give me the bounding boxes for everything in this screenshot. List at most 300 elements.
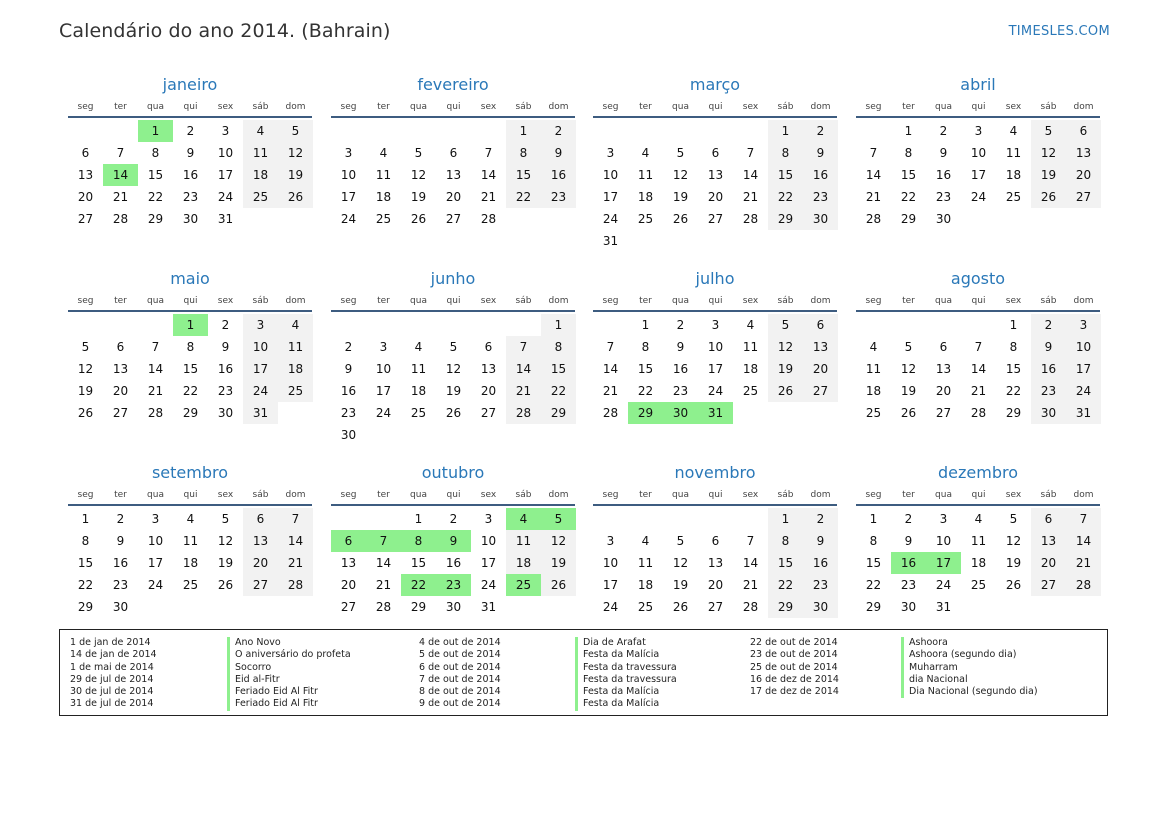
legend-holiday-name: Festa da Malícia (575, 698, 677, 710)
day-cell: 21 (1066, 552, 1101, 574)
weekday-label: ter (902, 296, 915, 306)
day-cell: 25 (970, 578, 987, 592)
weekday-label: qua (410, 102, 427, 112)
day-cell: 4 (746, 318, 755, 332)
weekday-label: sáb (777, 490, 794, 500)
weekday-header (856, 486, 1100, 506)
month-abril (856, 72, 1100, 230)
weekday-label: sáb (515, 296, 532, 306)
day-cell: 29 (147, 212, 164, 226)
empty-cell (698, 508, 733, 530)
day-cell: 10 (602, 556, 619, 570)
day-cell: 9 (186, 146, 195, 160)
page-title: Calendário do ano 2014. (Bahrain) (59, 20, 391, 42)
weekday-label: qua (147, 102, 164, 112)
day-cell: 20 (1031, 552, 1066, 574)
day-cell: 16 (217, 362, 234, 376)
day-cell: 14 (742, 168, 759, 182)
empty-cell (891, 314, 926, 336)
day-cell: 19 (445, 384, 462, 398)
day-cell: 20 (935, 384, 952, 398)
day-cell: 15 (77, 556, 94, 570)
month-name: maio (170, 269, 210, 288)
day-cell: 4 (414, 340, 423, 354)
weekday-label: sáb (252, 490, 269, 500)
day-cell: 22 (77, 578, 94, 592)
day-cell: 21 (602, 384, 619, 398)
day-cell: 16 (112, 556, 129, 570)
month-name: dezembro (938, 463, 1018, 482)
month-name: novembro (674, 463, 756, 482)
day-cell: 9 (676, 340, 685, 354)
day-cell: 29 (541, 402, 576, 424)
weekday-label: qui (446, 296, 461, 306)
day-cell: 27 (243, 574, 278, 596)
holiday-day-cell: 22 (401, 574, 436, 596)
day-cell: 9 (904, 534, 913, 548)
day-cell: 13 (340, 556, 357, 570)
day-cell: 18 (182, 556, 199, 570)
day-cell: 9 (1031, 336, 1066, 358)
day-cell: 12 (445, 362, 462, 376)
day-cell: 6 (116, 340, 125, 354)
day-cell: 7 (606, 340, 615, 354)
month-name: fevereiro (417, 75, 489, 94)
weekday-label: ter (114, 102, 127, 112)
day-cell: 10 (1066, 336, 1101, 358)
day-cell: 28 (375, 600, 392, 614)
weekday-label: seg (602, 490, 619, 500)
day-cell: 20 (77, 190, 94, 204)
day-cell: 14 (1066, 530, 1101, 552)
weekday-label: ter (639, 102, 652, 112)
day-cell: 18 (970, 556, 987, 570)
day-cell: 26 (768, 380, 803, 402)
day-cell: 19 (768, 358, 803, 380)
empty-cell (331, 508, 366, 530)
legend-holiday-name: dia Nacional (901, 674, 1038, 686)
legend-col1-dates (70, 637, 157, 711)
day-cell: 11 (637, 556, 654, 570)
day-cell: 24 (602, 212, 619, 226)
day-cell: 1 (414, 512, 423, 526)
empty-cell (593, 508, 628, 530)
day-cell: 25 (243, 186, 278, 208)
empty-cell (628, 120, 663, 142)
weekday-label: seg (340, 490, 357, 500)
holiday-day-cell: 23 (436, 574, 471, 596)
day-cell: 22 (541, 380, 576, 402)
weekday-label: sex (480, 296, 497, 306)
day-cell: 7 (151, 340, 160, 354)
day-cell: 9 (344, 362, 353, 376)
holiday-day-cell: 30 (663, 402, 698, 424)
day-cell: 12 (900, 362, 917, 376)
weekday-label: qui (971, 296, 986, 306)
day-cell: 28 (506, 402, 541, 424)
weekday-label: seg (865, 102, 882, 112)
weekday-label: ter (639, 296, 652, 306)
day-cell: 24 (602, 600, 619, 614)
legend-holiday-name: Festa da Malícia (575, 686, 677, 698)
day-cell: 21 (865, 190, 882, 204)
day-cell: 13 (445, 168, 462, 182)
legend-col1-names (227, 637, 351, 711)
day-cell: 27 (1066, 186, 1101, 208)
day-cell: 15 (637, 362, 654, 376)
day-cell: 4 (641, 146, 650, 160)
weekday-label: qui (708, 296, 723, 306)
day-cell: 9 (803, 142, 838, 164)
legend-holiday-name: O aniversário do profeta (227, 649, 351, 661)
empty-cell (593, 314, 628, 336)
empty-cell (68, 314, 103, 336)
day-cell: 22 (147, 190, 164, 204)
weekday-label: dom (1073, 102, 1094, 112)
day-cell: 29 (768, 596, 803, 618)
day-cell: 17 (147, 556, 164, 570)
day-cell: 17 (480, 556, 497, 570)
day-cell: 8 (641, 340, 650, 354)
day-cell: 6 (803, 314, 838, 336)
month-fevereiro (331, 72, 575, 230)
day-cell: 26 (1031, 186, 1066, 208)
legend-col2-names (575, 637, 677, 711)
day-cell: 27 (1031, 574, 1066, 596)
weekday-label: dom (548, 296, 569, 306)
weekday-label: seg (77, 490, 94, 500)
day-cell: 23 (182, 190, 199, 204)
day-cell: 17 (970, 168, 987, 182)
legend-holiday-name: Festa da travessura (575, 674, 677, 686)
legend-holiday-name: Festa da travessura (575, 662, 677, 674)
weekday-label: dom (810, 296, 831, 306)
holiday-day-cell: 31 (698, 402, 733, 424)
day-cell: 20 (803, 358, 838, 380)
day-cell: 27 (340, 600, 357, 614)
day-cell: 20 (340, 578, 357, 592)
day-cell: 8 (869, 534, 878, 548)
day-cell: 8 (81, 534, 90, 548)
day-cell: 24 (970, 190, 987, 204)
day-cell: 21 (742, 190, 759, 204)
day-cell: 18 (1005, 168, 1022, 182)
weekday-label: sáb (777, 102, 794, 112)
day-cell: 5 (449, 340, 458, 354)
day-cell: 4 (974, 512, 983, 526)
weekday-header (68, 292, 312, 312)
day-cell: 15 (768, 164, 803, 186)
day-cell: 20 (1066, 164, 1101, 186)
day-cell: 2 (449, 512, 458, 526)
day-cell: 15 (410, 556, 427, 570)
day-cell: 13 (935, 362, 952, 376)
day-cell: 28 (112, 212, 129, 226)
day-cell: 15 (182, 362, 199, 376)
day-cell: 9 (116, 534, 125, 548)
day-grid (593, 314, 837, 424)
holiday-day-cell: 5 (541, 508, 576, 530)
month-name: agosto (950, 269, 1006, 288)
month-janeiro (68, 72, 312, 230)
day-cell: 15 (768, 552, 803, 574)
day-cell: 31 (602, 234, 619, 248)
day-cell: 16 (1031, 358, 1066, 380)
day-cell: 22 (637, 384, 654, 398)
day-cell: 11 (637, 168, 654, 182)
empty-cell (628, 508, 663, 530)
legend-holiday-date: 17 de dez de 2014 (750, 686, 839, 698)
weekday-label: sex (1005, 490, 1022, 500)
day-cell: 2 (676, 318, 685, 332)
empty-cell (366, 120, 401, 142)
legend-col2-dates (419, 637, 501, 711)
day-cell: 19 (672, 190, 689, 204)
day-cell: 16 (340, 384, 357, 398)
weekday-header (856, 98, 1100, 118)
day-cell: 10 (375, 362, 392, 376)
day-cell: 1 (768, 508, 803, 530)
weekday-label: seg (77, 102, 94, 112)
day-cell: 1 (904, 124, 913, 138)
day-grid (856, 120, 1100, 230)
legend-holiday-date: 22 de out de 2014 (750, 637, 838, 648)
day-cell: 24 (1066, 380, 1101, 402)
day-cell: 27 (803, 380, 838, 402)
day-cell: 14 (147, 362, 164, 376)
day-cell: 8 (768, 530, 803, 552)
day-cell: 17 (1066, 358, 1101, 380)
day-cell: 12 (672, 556, 689, 570)
day-cell: 17 (243, 358, 278, 380)
day-cell: 14 (480, 168, 497, 182)
weekday-label: seg (602, 102, 619, 112)
day-cell: 26 (672, 600, 689, 614)
day-cell: 26 (77, 406, 94, 420)
weekday-label: qui (708, 102, 723, 112)
empty-cell (471, 120, 506, 142)
weekday-label: qui (183, 296, 198, 306)
day-cell: 31 (480, 600, 497, 614)
holiday-day-cell: 4 (506, 508, 541, 530)
month-maio (68, 266, 312, 424)
day-cell: 28 (147, 406, 164, 420)
day-cell: 6 (1066, 120, 1101, 142)
day-cell: 14 (602, 362, 619, 376)
weekday-header (593, 98, 837, 118)
day-cell: 29 (77, 600, 94, 614)
day-cell: 30 (803, 208, 838, 230)
weekday-label: sáb (252, 296, 269, 306)
legend-holiday-name: Ashoora (segundo dia) (901, 649, 1038, 661)
weekday-label: qui (708, 490, 723, 500)
empty-cell (593, 120, 628, 142)
day-cell: 13 (707, 168, 724, 182)
day-cell: 2 (904, 512, 913, 526)
day-cell: 5 (221, 512, 230, 526)
empty-cell (401, 314, 436, 336)
day-cell: 15 (1005, 362, 1022, 376)
day-cell: 30 (112, 600, 129, 614)
legend-holiday-date: 30 de jul de 2014 (70, 686, 154, 698)
weekday-label: dom (285, 102, 306, 112)
day-cell: 18 (278, 358, 313, 380)
day-cell: 25 (637, 212, 654, 226)
day-cell: 19 (900, 384, 917, 398)
day-cell: 23 (340, 406, 357, 420)
weekday-label: sex (217, 102, 234, 112)
day-cell: 26 (541, 574, 576, 596)
day-cell: 3 (974, 124, 983, 138)
day-cell: 2 (1031, 314, 1066, 336)
day-cell: 12 (672, 168, 689, 182)
day-cell: 26 (672, 212, 689, 226)
day-cell: 8 (1009, 340, 1018, 354)
day-grid (68, 314, 312, 424)
day-cell: 8 (151, 146, 160, 160)
day-cell: 23 (217, 384, 234, 398)
day-cell: 18 (410, 384, 427, 398)
day-cell: 23 (803, 574, 838, 596)
weekday-label: ter (902, 102, 915, 112)
weekday-header (856, 292, 1100, 312)
day-cell: 23 (112, 578, 129, 592)
weekday-label: ter (114, 296, 127, 306)
weekday-label: seg (340, 296, 357, 306)
holiday-legend (59, 629, 1108, 716)
day-cell: 31 (243, 402, 278, 424)
day-cell: 13 (1066, 142, 1101, 164)
day-cell: 12 (410, 168, 427, 182)
day-cell: 1 (541, 314, 576, 336)
day-cell: 5 (414, 146, 423, 160)
weekday-label: sex (742, 490, 759, 500)
weekday-label: sáb (1040, 490, 1057, 500)
weekday-header (68, 98, 312, 118)
day-cell: 8 (768, 142, 803, 164)
day-cell: 30 (900, 600, 917, 614)
day-cell: 8 (506, 142, 541, 164)
day-cell: 3 (379, 340, 388, 354)
weekday-label: sex (1005, 296, 1022, 306)
day-cell: 17 (707, 362, 724, 376)
day-cell: 6 (711, 146, 720, 160)
day-cell: 16 (541, 164, 576, 186)
legend-holiday-date: 5 de out de 2014 (419, 649, 501, 661)
weekday-header (68, 486, 312, 506)
day-cell: 7 (1066, 508, 1101, 530)
day-cell: 17 (602, 190, 619, 204)
weekday-label: dom (285, 296, 306, 306)
weekday-label: qua (147, 490, 164, 500)
day-cell: 10 (217, 146, 234, 160)
day-cell: 27 (112, 406, 129, 420)
day-cell: 19 (410, 190, 427, 204)
empty-cell (961, 314, 996, 336)
day-cell: 4 (186, 512, 195, 526)
legend-holiday-name: Socorro (227, 662, 351, 674)
day-cell: 13 (112, 362, 129, 376)
day-cell: 20 (445, 190, 462, 204)
day-cell: 5 (676, 146, 685, 160)
day-cell: 7 (974, 340, 983, 354)
day-grid (331, 314, 575, 446)
day-cell: 7 (116, 146, 125, 160)
month-name: junho (430, 269, 476, 288)
legend-holiday-date: 25 de out de 2014 (750, 661, 838, 673)
legend-holiday-name: Dia Nacional (segundo dia) (901, 686, 1038, 698)
day-cell: 29 (865, 600, 882, 614)
legend-holiday-name: Ano Novo (227, 637, 351, 649)
brand-link[interactable]: TIMESLES.COM (1008, 24, 1110, 39)
day-cell: 14 (970, 362, 987, 376)
day-cell: 12 (278, 142, 313, 164)
day-cell: 9 (803, 530, 838, 552)
day-cell: 10 (243, 336, 278, 358)
month-name: julho (695, 269, 735, 288)
day-cell: 6 (939, 340, 948, 354)
day-cell: 29 (900, 212, 917, 226)
day-cell: 24 (217, 190, 234, 204)
day-cell: 8 (541, 336, 576, 358)
legend-holiday-date: 7 de out de 2014 (419, 673, 501, 685)
day-cell: 21 (278, 552, 313, 574)
day-cell: 18 (375, 190, 392, 204)
legend-holiday-date: 6 de out de 2014 (419, 661, 501, 673)
day-cell: 28 (865, 212, 882, 226)
day-cell: 2 (541, 120, 576, 142)
day-cell: 18 (637, 190, 654, 204)
weekday-label: sex (742, 102, 759, 112)
weekday-label: dom (285, 490, 306, 500)
day-cell: 20 (480, 384, 497, 398)
day-cell: 3 (606, 146, 615, 160)
weekday-label: sáb (252, 102, 269, 112)
month-setembro (68, 460, 312, 618)
day-cell: 6 (1031, 508, 1066, 530)
day-cell: 3 (939, 512, 948, 526)
day-cell: 24 (480, 578, 497, 592)
day-cell: 21 (112, 190, 129, 204)
day-cell: 1 (506, 120, 541, 142)
day-cell: 21 (375, 578, 392, 592)
day-cell: 2 (116, 512, 125, 526)
day-cell: 21 (506, 380, 541, 402)
weekday-label: qua (672, 102, 689, 112)
weekday-label: qua (147, 296, 164, 306)
day-cell: 30 (182, 212, 199, 226)
day-cell: 15 (865, 556, 882, 570)
day-cell: 5 (1031, 120, 1066, 142)
weekday-label: sex (217, 296, 234, 306)
weekday-label: ter (377, 102, 390, 112)
day-cell: 25 (182, 578, 199, 592)
legend-holiday-date: 29 de jul de 2014 (70, 673, 154, 685)
weekday-label: ter (377, 296, 390, 306)
day-cell: 11 (742, 340, 759, 354)
day-cell: 18 (742, 362, 759, 376)
weekday-label: qua (935, 296, 952, 306)
weekday-label: dom (810, 490, 831, 500)
weekday-label: qua (672, 296, 689, 306)
day-cell: 25 (742, 384, 759, 398)
weekday-header (593, 292, 837, 312)
day-cell: 10 (480, 534, 497, 548)
day-cell: 13 (77, 168, 94, 182)
day-cell: 21 (970, 384, 987, 398)
day-cell: 3 (1066, 314, 1101, 336)
day-cell: 24 (147, 578, 164, 592)
